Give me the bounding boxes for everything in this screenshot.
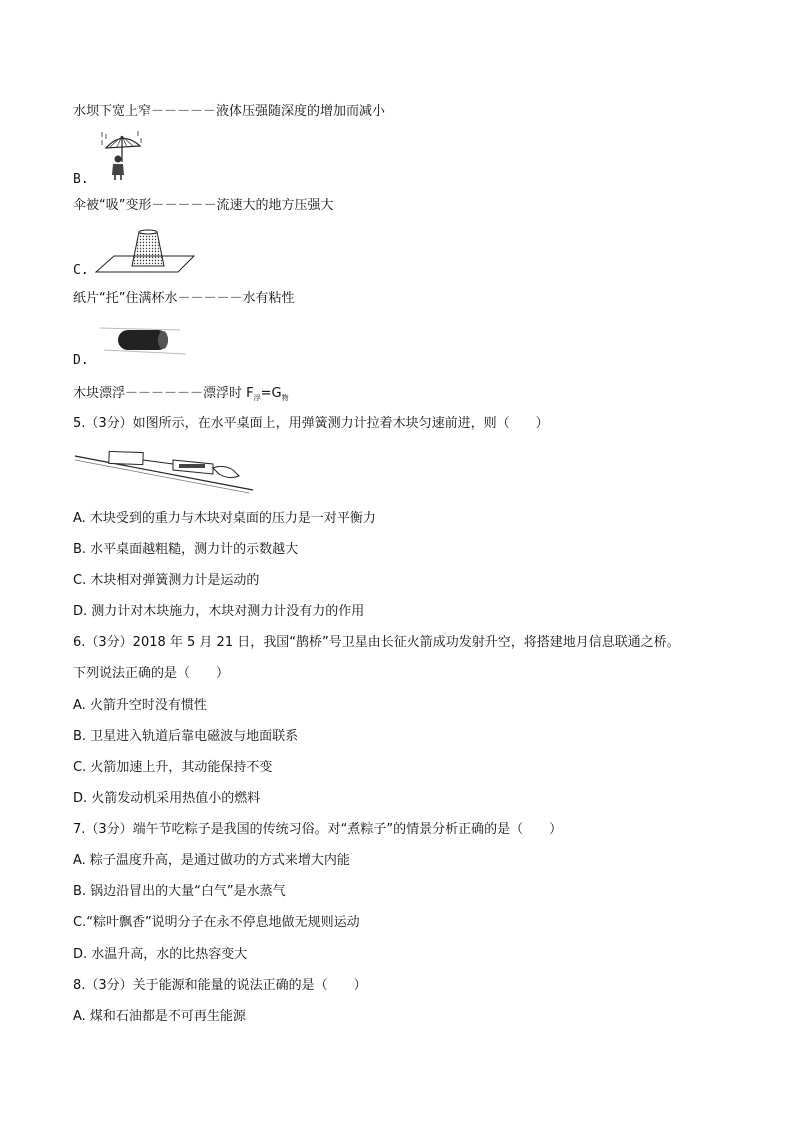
option-b-label: B. [73,172,89,187]
question-6-option-b: B. 卫星进入轨道后靠电磁波与地面联系 [73,729,299,744]
question-5-option-b: B. 水平桌面越粗糙，测力计的示数越大 [73,542,299,557]
question-8-option-a: A. 煤和石油都是不可再生能源 [73,1009,246,1024]
inverted-cup-figure [94,226,200,278]
spring-scale-block-figure [73,446,255,498]
question-6-stem: 6.（3分）2018 年 5 月 21 日，我国“鹊桥”号卫星由长征火箭成功发射升空，将搭建地月信息联通之桥。 [73,635,680,650]
question-8-stem: 8.（3分）关于能源和能量的说法正确的是（ ） [73,978,367,993]
question-5-stem: 5.（3分）如图所示，在水平桌面上，用弹簧测力计拉着木块匀速前进，则（ ） [73,416,549,431]
option-d-mid: =G [260,386,282,401]
question-5-option-a: A. 木块受到的重力与木块对桌面的压力是一对平衡力 [73,511,376,526]
question-6-option-c: C. 火箭加速上升，其动能保持不变 [73,760,273,775]
question-7-option-d: D. 水温升高，水的比热容变大 [73,947,248,962]
option-d-label: D. [73,353,89,368]
question-6-option-d: D. 火箭发动机采用热值小的燃料 [73,791,261,806]
subscript-buoyancy: 浮 [253,394,261,402]
option-d-text: 木块漂浮－－－－－－漂浮时 F [73,386,254,401]
question-7-option-a: A. 粽子温度升高，是通过做功的方式来增大内能 [73,853,350,868]
option-b-statement: 伞被“吸”变形－－－－－流速大的地方压强大 [73,198,334,213]
question-5-option-d: D. 测力计对木块施力，木块对测力计没有力的作用 [73,604,365,619]
option-c-statement: 纸片“托”住满杯水－－－－－水有粘性 [73,291,295,306]
question-7-stem: 7.（3分）端午节吃粽子是我国的传统习俗。对“煮粽子”的情景分析正确的是（ ） [73,822,563,837]
floating-wood-figure [100,320,190,362]
question-6-stem-cont: 下列说法正确的是（ ） [73,666,230,681]
option-a-statement: 水坝下宽上窄－－－－－液体压强随深度的增加而减小 [73,104,386,119]
question-7-option-c: C.“粽叶飘香”说明分子在永不停息地做无规则运动 [73,915,360,930]
question-6-option-a: A. 火箭升空时没有惯性 [73,698,207,713]
umbrella-figure [100,128,144,186]
subscript-object: 物 [281,394,289,402]
question-7-option-b: B. 锅边沿冒出的大量“白气”是水蒸气 [73,884,286,899]
question-5-option-c: C. 木块相对弹簧测力计是运动的 [73,573,260,588]
option-d-statement [73,385,289,407]
option-c-label: C. [73,263,89,278]
